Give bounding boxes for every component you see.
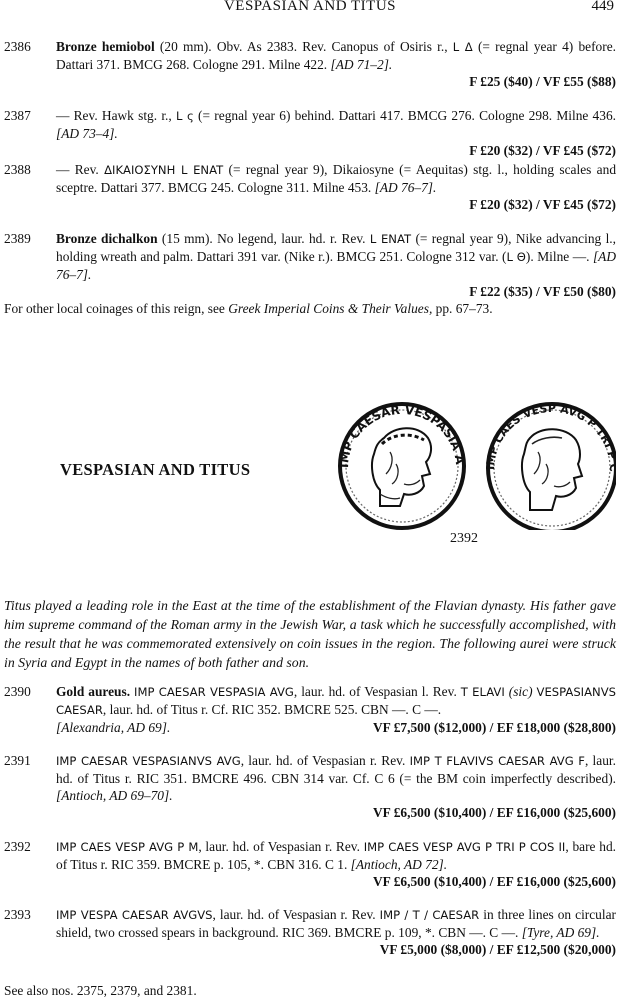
- catalog-entry: [4, 161, 616, 213]
- entry-text: , laur. hd. of Titus r. Cf. RIC 352. BMCRE 525. CBN —. C —.: [102, 702, 442, 717]
- entry-date: [Antioch, AD 72].: [350, 857, 448, 872]
- price-line: VF £6,500 ($10,400) / EF £16,000 ($25,600): [373, 874, 616, 889]
- entry-text: (= regnal year 6) behind. Dattari 417. BMCG 276. Cologne 298. Milne 436.: [193, 108, 616, 123]
- legend-text: IMP CAESAR VESPASIANVS AVG: [56, 754, 241, 768]
- catalog-entry: [4, 683, 616, 736]
- legend-text: T ELAVI: [460, 685, 505, 699]
- catalog-entry: [4, 752, 616, 821]
- entry-number: 2390: [4, 684, 31, 699]
- denomination: Gold aureus.: [56, 684, 131, 699]
- entry-number: 2387: [4, 108, 31, 123]
- price-line: VF £6,500 ($10,400) / EF £16,000 ($25,600): [373, 805, 616, 820]
- see-also-note: See also nos. 2375, 2379, and 2381.: [4, 983, 197, 998]
- figure-number: 2392: [450, 531, 478, 546]
- entry-number: 2388: [4, 162, 31, 177]
- denomination: Bronze hemiobol: [56, 39, 155, 54]
- page-number: 449: [591, 0, 614, 14]
- legend-text: VESPASIANVS CAESAR: [56, 685, 617, 717]
- entry-text: (= regnal year 9), Dikaiosyne (= Aequitas) stg. l., holding scales and sceptre. Dattari 377. BMCG 245. Cologne 311. Milne 453.: [56, 162, 617, 195]
- section-title: VESPASIAN AND TITUS: [60, 460, 251, 479]
- entry-number: 2391: [4, 753, 31, 768]
- catalog-entry: [4, 230, 616, 300]
- entry-date: [Antioch, AD 69–70].: [56, 788, 173, 803]
- other-coinages-note: [4, 300, 616, 317]
- price-line: VF £7,500 ($12,000) / EF £18,000 ($28,800): [373, 720, 616, 735]
- catalog-entry: [4, 38, 616, 90]
- legend-text: IMP / T / CAESAR: [379, 908, 480, 922]
- entry-text: , bare hd. of Titus r. RIC 359. BMCRE p. 105, *. CBN 316. C 1.: [56, 839, 616, 872]
- entry-text: , laur. hd. of Vespasian r. Rev.: [240, 753, 410, 768]
- catalog-entry: [4, 838, 616, 890]
- intro-paragraph: Titus played a leading role in the East at the time of the establishment of the Flavian dynasty. His father gave him supreme command of the Roman army in the Jewish War, a task which he successfully accomplished, with the result that he was commemorated extensively on coin issues in the region. The following aurei were struck in Syria and Egypt in the names of both father and son.: [4, 598, 616, 670]
- catalog-entry: [4, 107, 616, 159]
- price-line: F £20 ($32) / VF £45 ($72): [469, 143, 616, 158]
- entry-date: [Tyre, AD 69].: [521, 925, 600, 940]
- price-line: F £25 ($40) / VF £55 ($88): [469, 74, 616, 89]
- note-text: For other local coinages of this reign, see: [4, 301, 229, 316]
- legend-text: IMP VESPA CAESAR AVGVS: [56, 908, 213, 922]
- entry-date: [AD 71–2].: [330, 57, 393, 72]
- sic-note: (sic): [508, 684, 533, 699]
- legend-text: IMP CAES VESP AVG P M: [56, 840, 199, 854]
- entry-text: in three lines on circular shield, two crossed spears in background. RIC 369. BMCRE p. 109, *. CBN —. C —.: [56, 907, 617, 940]
- entry-text: (20 mm). Obv. As 2383. Rev. Canopus of Osiris r.,: [154, 39, 453, 54]
- coin-legend: IMP CAESAR VESPASIA A: [336, 402, 467, 469]
- legend-text: IMP CAES VESP AVG P TRI P COS II: [363, 840, 566, 854]
- entry-date: [Alexandria, AD 69].: [56, 720, 171, 735]
- legend-text: IMP CAESAR VESPASIA AVG: [134, 685, 294, 699]
- coin-obverse-vespasian: [334, 398, 467, 528]
- entry-text: , laur. hd. of Titus r. RIC 351. BMCRE 496. CBN 314 var. Cf. C 6 (= the BM coin imperfectly described).: [56, 753, 616, 786]
- price-line: F £22 ($35) / VF £50 ($80): [469, 284, 616, 299]
- entry-text: — Rev. Hawk stg. r.,: [56, 108, 176, 123]
- note-text: pp. 67–73.: [432, 301, 493, 316]
- legend-text: L ς: [175, 109, 194, 123]
- legend-text: IMP T FLAVIVS CAESAR AVG F: [409, 754, 585, 768]
- catalog-entry: [4, 906, 616, 958]
- entry-date: [AD 76–7].: [56, 249, 616, 282]
- entry-text: , laur. hd. of Vespasian r. Rev.: [198, 839, 364, 854]
- coin-illustration: [334, 398, 616, 530]
- denomination: Bronze dichalkon: [56, 231, 158, 246]
- entry-text: , laur. hd. of Vespasian l. Rev.: [293, 684, 461, 699]
- header-title: VESPASIAN AND TITUS: [223, 0, 397, 14]
- book-title: Greek Imperial Coins & Their Values,: [228, 301, 433, 316]
- entry-text: , laur. hd. of Vespasian r. Rev.: [212, 907, 380, 922]
- entry-number: 2393: [4, 907, 31, 922]
- price-line: F £20 ($32) / VF £45 ($72): [469, 197, 616, 212]
- price-line: VF £5,000 ($8,000) / EF £12,500 ($20,000): [379, 942, 616, 957]
- entry-number: 2392: [4, 839, 31, 854]
- entry-text: (= regnal year 9), Nike advancing l., holding wreath and palm. Dattari 391 var. (Nike r.). BMCG 251. Cologne 312 var. (: [56, 231, 616, 264]
- entry-text: (= regnal year 4) before. Dattari 371. BMCG 268. Cologne 291. Milne 422.: [56, 39, 617, 72]
- entry-number: 2389: [4, 231, 31, 246]
- legend-text: L Δ: [452, 40, 473, 54]
- coin-legend: IMP CAES VESP AVG P TRI: [483, 401, 616, 471]
- legend-text: ΔΙΚΑΙΟΣΥΝΗ L ENAT: [104, 163, 224, 177]
- legend-text: L ENAT: [369, 232, 412, 246]
- entry-date: [AD 73–4].: [56, 126, 118, 141]
- entry-text: (15 mm). No legend, laur. hd. r. Rev.: [157, 231, 370, 246]
- running-header: [0, 0, 620, 18]
- entry-date: [AD 76–7].: [374, 180, 437, 195]
- legend-text: L Θ: [506, 250, 526, 264]
- entry-number: 2386: [4, 39, 31, 54]
- entry-text: — Rev.: [56, 162, 105, 177]
- entry-text: ). Milne —.: [525, 249, 593, 264]
